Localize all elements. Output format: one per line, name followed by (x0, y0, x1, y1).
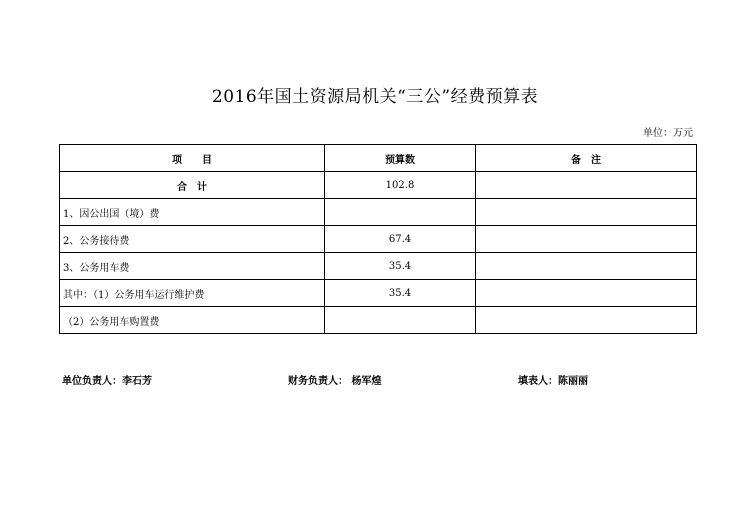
row-item-label: 3、公务用车费 (60, 253, 325, 280)
budget-table (59, 144, 697, 334)
row-note (476, 307, 697, 334)
row-amount (325, 307, 476, 334)
row-amount: 67.4 (325, 226, 476, 253)
table-row (60, 199, 697, 226)
row-amount: 102.8 (325, 172, 476, 199)
table-row (60, 226, 697, 253)
table-row (60, 307, 697, 334)
unit-head-signature: 单位负责人：李石芳 (62, 376, 152, 387)
row-amount: 35.4 (325, 280, 476, 307)
table-header-row (60, 145, 697, 172)
row-item-label: （2）公务用车购置费 (60, 307, 325, 334)
table-row (60, 280, 697, 307)
row-item-label: 合 计 (60, 172, 325, 199)
header-item: 项 目 (60, 145, 325, 172)
row-note (476, 280, 697, 307)
row-note (476, 253, 697, 280)
row-amount: 35.4 (325, 253, 476, 280)
row-item-label: 1、因公出国（境）费 (60, 199, 325, 226)
row-note (476, 172, 697, 199)
row-amount (325, 199, 476, 226)
row-note (476, 199, 697, 226)
header-note: 备 注 (476, 145, 697, 172)
table-row (60, 172, 697, 199)
row-item-label: 2、公务接待费 (60, 226, 325, 253)
header-amount: 预算数 (325, 145, 476, 172)
finance-head-signature: 财务负责人： 杨军煌 (288, 376, 382, 387)
document-title: 2016年国土资源局机关“三公”经费预算表 (211, 87, 539, 107)
unit-note: 单位：万元 (643, 128, 693, 139)
row-item-label: 其中：（1）公务用车运行维护费 (60, 280, 325, 307)
row-note (476, 226, 697, 253)
preparer-signature: 填表人：陈丽丽 (518, 376, 588, 387)
table-row (60, 253, 697, 280)
